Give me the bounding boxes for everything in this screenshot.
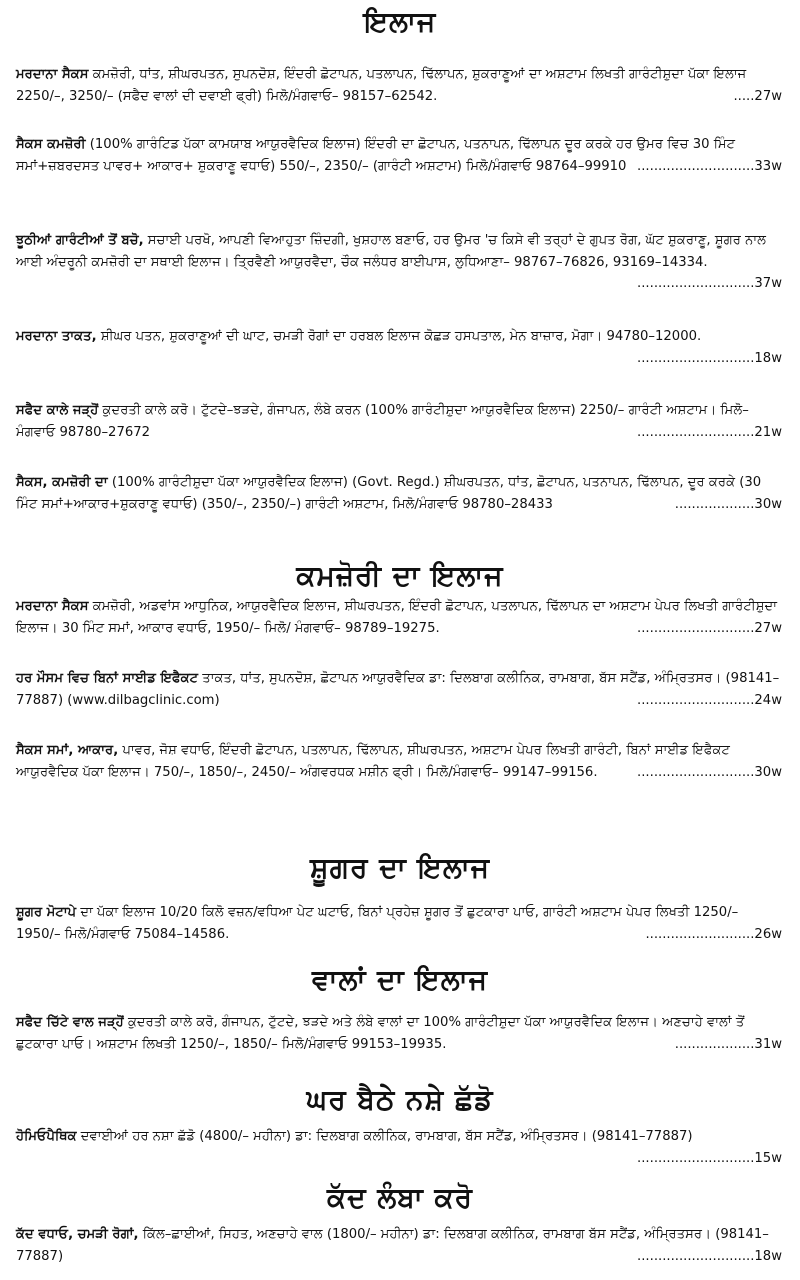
ad-lead: ਮਰਦਾਨਾ ਸੈਕਸ bbox=[16, 599, 89, 614]
ad-code: ............................18w bbox=[637, 1248, 782, 1264]
ad-body: ਕਿੱਲ–ਛਾਈਆਂ, ਸਿਹਤ, ਅਣਚਾਹੇ ਵਾਲ (1800/– ਮਹੀਨਾ) ਡਾ: ਦਿਲਬਾਗ ਕਲੀਨਿਕ, ਰਾਮਬਾਗ ਬੱਸ ਸਟੈਂਡ, ਅੰਮ੍ਰਿਤਸਰ। (98141–77887) bbox=[16, 1227, 769, 1264]
ad-lead: ਹੋਮਿਓਪੈਥਿਕ bbox=[16, 1129, 77, 1144]
ad-lead: ਹਰ ਮੌਸਮ ਵਿਚ ਬਿਨਾਂ ਸਾਈਡ ਇਫੈਕਟ bbox=[16, 671, 199, 686]
ad-code: ..........................26w bbox=[645, 926, 782, 942]
ad-code: ............................21w bbox=[637, 424, 782, 440]
ad-body: (100% ਗਾਰੰਟਿਡ ਪੱਕਾ ਕਾਮਯਾਬ ਆਯੁਰਵੈਦਿਕ ਇਲਾਜ) ਇੰਦਰੀ ਦਾ ਛੋਟਾਪਨ, ਪਤਨਾਪਨ, ਢਿੱਲਾਪਨ ਦੂਰ ਕਰਕੇ ਹਰ ਉਮਰ ਵਿਚ 30 ਮਿੰਟ ਸਮਾਂ+ਜ਼ਬਰਦਸਤ ਪਾਵਰ+ ਆਕਾਰ+ ਸ਼ੁਕਰਾਣੂ ਵਧਾਓ) 550/–, 2350/– (ਗਾਰੰਟੀ ਅਸ਼ਟਾਮ) ਮਿਲੋ/ਮੰਗਵਾਓ 98764–99910 bbox=[16, 137, 736, 174]
section-heading-sugar: ਸ਼ੂਗਰ ਦਾ ਇਲਾਜ bbox=[309, 851, 491, 884]
classified-ad bbox=[16, 400, 782, 443]
ad-code: ............................24w bbox=[637, 692, 782, 708]
section-heading-quit-addiction: ਘਰ ਬੈਠੇ ਨਸ਼ੇ ਛੱਡੋ bbox=[306, 1083, 494, 1116]
ad-lead: ਸੈਕਸ ਸਮਾਂ, ਆਕਾਰ, bbox=[16, 743, 119, 758]
ad-code: ............................33w bbox=[637, 158, 782, 174]
ad-body: ਪਾਵਰ, ਜੋਸ਼ ਵਧਾਓ, ਇੰਦਰੀ ਛੋਟਾਪਨ, ਪਤਲਾਪਨ, ਢਿੱਲਾਪਨ, ਸ਼ੀਘਰਪਤਨ, ਅਸ਼ਟਾਮ ਪੇਪਰ ਲਿਖਤੀ ਗਾਰੰਟੀ, ਬਿਨਾਂ ਸਾਈਡ ਇਫੈਕਟ ਆਯੁਰਵੈਦਿਕ ਪੱਕਾ ਇਲਾਜ। 750/–, 1850/–, 2450/– ਅੰਗਵਰਧਕ ਮਸ਼ੀਨ ਫ੍ਰੀ। ਮਿਲੋ/ਮੰਗਵਾਓ– 99147–99156. bbox=[16, 743, 730, 780]
ad-lead: ਸਫੈਦ ਚਿੱਟੇ ਵਾਲ ਜੜ੍ਹੋਂ bbox=[16, 1015, 124, 1030]
classified-ad bbox=[16, 902, 782, 945]
classified-ad bbox=[16, 472, 782, 515]
classified-ad bbox=[16, 1012, 782, 1055]
ad-body: ਸ਼ੀਘਰ ਪਤਨ, ਸ਼ੁਕਰਾਣੂਆਂ ਦੀ ਘਾਟ, ਚਮੜੀ ਰੋਗਾਂ ਦਾ ਹਰਬਲ ਇਲਾਜ ਕੋਛੜ ਹਸਪਤਾਲ, ਮੇਨ ਬਾਜ਼ਾਰ, ਮੋਗਾ। 94780–12000. bbox=[96, 329, 702, 344]
ad-code: .....27w bbox=[733, 88, 782, 104]
section-heading-hair: ਵਾਲਾਂ ਦਾ ਇਲਾਜ bbox=[312, 963, 488, 996]
classified-ad bbox=[16, 230, 782, 295]
classified-ad bbox=[16, 668, 782, 711]
ad-code: ...................30w bbox=[674, 496, 782, 512]
ad-code: ............................15w bbox=[637, 1150, 782, 1166]
classified-ad bbox=[16, 64, 782, 107]
ad-body: ਕੁਦਰਤੀ ਕਾਲੇ ਕਰੋ। ਟੁੱਟਦੇ–ਝੜਦੇ, ਗੰਜਾਪਨ, ਲੰਬੇ ਕਰਨ (100% ਗਾਰੰਟੀਸ਼ੁਦਾ ਆਯੁਰਵੈਦਿਕ ਇਲਾਜ) 2250/– ਗਾਰੰਟੀ ਅਸ਼ਟਾਮ। ਮਿਲੋ–ਮੰਗਵਾਓ 98780–27672 bbox=[16, 403, 749, 440]
ad-lead: ਝੂਠੀਆਂ ਗਾਰੰਟੀਆਂ ਤੋਂ ਬਚੋ, bbox=[16, 233, 144, 248]
section-heading-height: ਕੱਦ ਲੰਬਾ ਕਰੋ bbox=[327, 1181, 473, 1214]
ad-body: ਕਮਜ਼ੋਰੀ, ਅਡਵਾਂਸ ਆਧੁਨਿਕ, ਆਯੁਰਵੈਦਿਕ ਇਲਾਜ, ਸ਼ੀਘਰਪਤਨ, ਇੰਦਰੀ ਛੋਟਾਪਨ, ਪਤਲਾਪਨ, ਢਿੱਲਾਪਨ ਦਾ ਅਸ਼ਟਾਮ ਪੇਪਰ ਲਿਖਤੀ ਗਾਰੰਟੀਸ਼ੁਦਾ ਇਲਾਜ। 30 ਮਿੰਟ ਸਮਾਂ, ਆਕਾਰ ਵਧਾਓ, 1950/– ਮਿਲੋ/ ਮੰਗਵਾਓ– 98789–19275. bbox=[16, 599, 778, 636]
classified-ad bbox=[16, 326, 782, 369]
ad-lead: ਸੈਕਸ, ਕਮਜ਼ੋਰੀ ਦਾ bbox=[16, 475, 108, 490]
classified-ad bbox=[16, 596, 782, 639]
section-heading-treatment: ਇਲਾਜ bbox=[363, 5, 437, 38]
ad-body: ਦਵਾਈਆਂ ਹਰ ਨਸ਼ਾ ਛੱਡੋ (4800/– ਮਹੀਨਾ) ਡਾ: ਦਿਲਬਾਗ ਕਲੀਨਿਕ, ਰਾਮਬਾਗ, ਬੱਸ ਸਟੈਂਡ, ਅੰਮ੍ਰਿਤਸਰ। (98141–77887) bbox=[76, 1129, 693, 1144]
ad-body: ਸਚਾਈ ਪਰਖੋ, ਆਪਣੀ ਵਿਆਹੁਤਾ ਜ਼ਿੰਦਗੀ, ਖੁਸ਼ਹਾਲ ਬਣਾਓ, ਹਰ ਉਮਰ 'ਚ ਕਿਸੇ ਵੀ ਤਰ੍ਹਾਂ ਦੇ ਗੁਪਤ ਰੋਗ, ਘੱਟ ਸ਼ੁਕਰਾਣੂ, ਸ਼ੂਗਰ ਨਾਲ ਆਈ ਅੰਦਰੂਨੀ ਕਮਜ਼ੋਰੀ ਦਾ ਸਥਾਈ ਇਲਾਜ। ਤ੍ਰਿਵੈਣੀ ਆਯੁਰਵੈਦਾ, ਚੌਕ ਜਲੰਧਰ ਬਾਈਪਾਸ, ਲੁਧਿਆਣਾ– 98767–76826, 93169–14334. bbox=[16, 233, 767, 270]
ad-lead: ਕੱਦ ਵਧਾਓ, ਚਮੜੀ ਰੋਗਾਂ, bbox=[16, 1227, 139, 1242]
classified-ad bbox=[16, 1224, 782, 1267]
ad-body: ਤਾਕਤ, ਧਾਂਤ, ਸੁਪਨਦੋਸ਼, ਛੋਟਾਪਨ ਆਯੁਰਵੈਦਿਕ ਡਾ: ਦਿਲਬਾਗ ਕਲੀਨਿਕ, ਰਾਮਬਾਗ, ਬੱਸ ਸਟੈਂਡ, ਅੰਮ੍ਰਿਤਸਰ। (98141–77887) (www.dilbagclinic.com) bbox=[16, 671, 780, 708]
ad-body: ਕੁਦਰਤੀ ਕਾਲੇ ਕਰੋ, ਗੰਜਾਪਨ, ਟੁੱਟਦੇ, ਝੜਦੇ ਅਤੇ ਲੰਬੇ ਵਾਲਾਂ ਦਾ 100% ਗਾਰੰਟੀਸ਼ੁਦਾ ਪੱਕਾ ਆਯੁਰਵੈਦਿਕ ਇਲਾਜ। ਅਣਚਾਹੇ ਵਾਲਾਂ ਤੋਂ ਛੁਟਕਾਰਾ ਪਾਓ। ਅਸ਼ਟਾਮ ਲਿਖਤੀ 1250/–, 1850/– ਮਿਲੋ/ਮੰਗਵਾਓ 99153–19935. bbox=[16, 1015, 745, 1052]
section-heading-weakness: ਕਮਜ਼ੋਰੀ ਦਾ ਇਲਾਜ bbox=[296, 559, 504, 592]
ad-code: ............................30w bbox=[637, 764, 782, 780]
ad-code: ............................37w bbox=[637, 276, 782, 291]
classified-ad bbox=[16, 134, 782, 177]
ad-body: (100% ਗਾਰੰਟੀਸ਼ੁਦਾ ਪੱਕਾ ਆਯੁਰਵੈਦਿਕ ਇਲਾਜ) (Govt. Regd.) ਸ਼ੀਘਰਪਤਨ, ਧਾਂਤ, ਛੋਟਾਪਨ, ਪਤਨਾਪਨ, ਢਿੱਲਾਪਨ, ਦੂਰ ਕਰਕੇ (30 ਮਿੰਟ ਸਮਾਂ+ਆਕਾਰ+ਸ਼ੁਕਰਾਣੂ ਵਧਾਓ) (350/–, 2350/–) ਗਾਰੰਟੀ ਅਸ਼ਟਾਮ, ਮਿਲੋ/ਮੰਗਵਾਓ 98780–28433 bbox=[16, 475, 762, 512]
ad-code: ............................27w bbox=[637, 620, 782, 636]
ad-lead: ਸਫੈਦ ਕਾਲੇ ਜੜ੍ਹੋਂ bbox=[16, 403, 99, 418]
ad-code: ...................31w bbox=[674, 1036, 782, 1052]
classified-ad bbox=[16, 1126, 782, 1169]
ad-code: ............................18w bbox=[637, 350, 782, 366]
ad-lead: ਸੈਕਸ ਕਮਜ਼ੋਰੀ bbox=[16, 137, 86, 152]
ad-body: ਦਾ ਪੱਕਾ ਇਲਾਜ 10/20 ਕਿਲੋ ਵਜ਼ਨ/ਵਧਿਆ ਪੇਟ ਘਟਾਓ, ਬਿਨਾਂ ਪ੍ਰਹੇਜ਼ ਸ਼ੂਗਰ ਤੋਂ ਛੁਟਕਾਰਾ ਪਾਓ, ਗਾਰੰਟੀ ਅਸ਼ਟਾਮ ਪੇਪਰ ਲਿਖਤੀ 1250/– 1950/– ਮਿਲੋ/ਮੰਗਵਾਓ 75084–14586. bbox=[16, 905, 739, 942]
classified-ad bbox=[16, 740, 782, 783]
ad-lead: ਮਰਦਾਨਾ ਸੈਕਸ bbox=[16, 67, 89, 82]
ad-lead: ਸ਼ੂਗਰ ਮੋਟਾਪੇ bbox=[16, 905, 77, 920]
ad-body: ਕਮਜ਼ੋਰੀ, ਧਾਂਤ, ਸ਼ੀਘਰਪਤਨ, ਸੁਪਨਦੋਸ਼, ਇੰਦਰੀ ਛੋਟਾਪਨ, ਪਤਲਾਪਨ, ਢਿੱਲਾਪਨ, ਸ਼ੁਕਰਾਣੂਆਂ ਦਾ ਅਸ਼ਟਾਮ ਲਿਖਤੀ ਗਾਰੰਟੀਸ਼ੁਦਾ ਪੱਕਾ ਇਲਾਜ 2250/–, 3250/– (ਸਫੈਦ ਵਾਲਾਂ ਦੀ ਦਵਾਈ ਫ੍ਰੀ) ਮਿਲੋ/ਮੰਗਵਾਓ– 98157–62542. bbox=[16, 67, 747, 104]
ad-lead: ਮਰਦਾਨਾ ਤਾਕਤ, bbox=[16, 329, 97, 344]
